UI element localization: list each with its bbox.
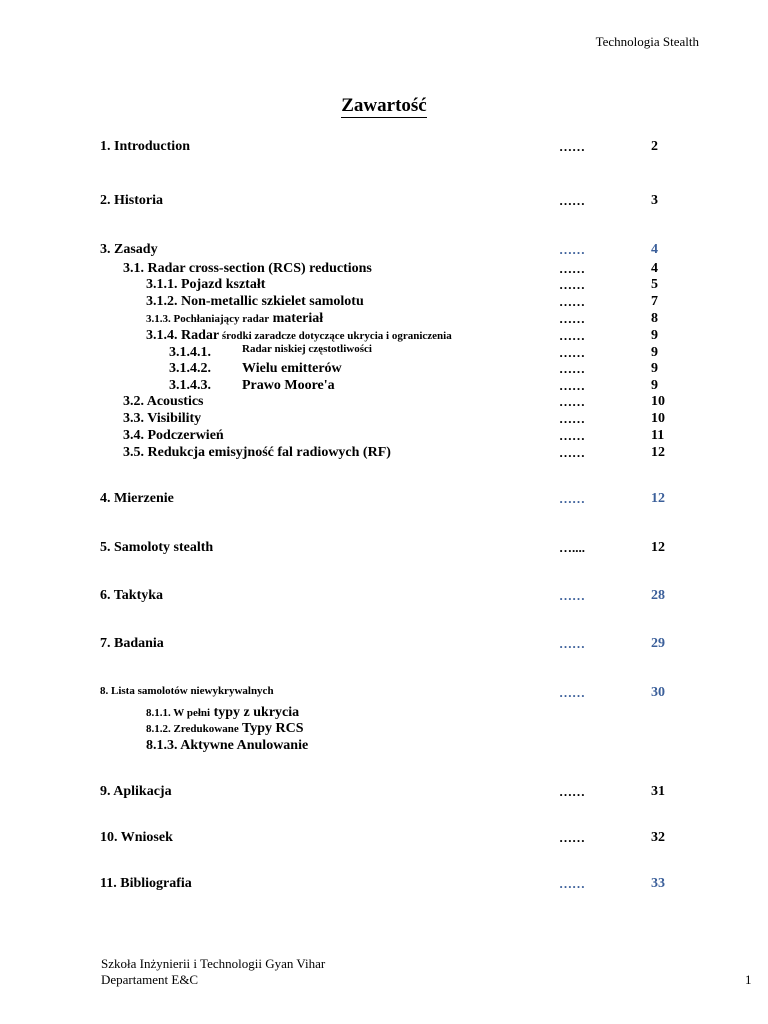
toc-entry[interactable]: 7. Badania …… 29 <box>100 636 665 651</box>
running-header: Technologia Stealth <box>595 34 699 49</box>
page-footer <box>101 956 325 988</box>
toc-entry[interactable]: 3.1.4. Radar środki zaradcze dotyczące ukrycia i ograniczenia …… 9 <box>146 328 658 343</box>
toc-entry[interactable]: 3.4. Podczerwień …… 11 <box>123 428 665 443</box>
toc-entry[interactable]: 8.1.1. W pełni typy z ukrycia <box>146 705 300 720</box>
toc-entry[interactable]: 3. Zasady …… 4 <box>100 242 658 257</box>
toc-entry[interactable]: 1. Introduction …… 2 <box>100 139 658 154</box>
toc-entry[interactable]: 4. Mierzenie …… 12 <box>100 491 665 506</box>
toc-entry[interactable]: 3.3. Visibility …… 10 <box>123 411 665 426</box>
toc-entry[interactable]: 2. Historia …… 3 <box>100 193 658 208</box>
toc-entry[interactable]: 5. Samoloty stealth ….... 12 <box>100 540 665 555</box>
footer-line-department: Departament E&C <box>101 972 199 987</box>
toc-entry[interactable]: 3.5. Redukcja emisyjność fal radiowych (RF) …… 12 <box>123 445 665 460</box>
toc-entry[interactable]: 3.1.4.1. Radar niskiej częstotliwości …… 9 <box>169 343 658 360</box>
toc-entry[interactable]: 6. Taktyka …… 28 <box>100 588 665 603</box>
toc-entry[interactable]: 3.1.4.2. Wielu emitterów …… 9 <box>169 361 658 376</box>
toc-entry[interactable]: 3.1. Radar cross-section (RCS) reductions …… 4 <box>123 261 658 276</box>
page-number: 1 <box>745 972 752 987</box>
toc-entry[interactable]: 8.1.3. Aktywne Anulowanie <box>146 738 309 753</box>
toc-entry[interactable]: 8.1.2. Zredukowane Typy RCS <box>146 721 304 736</box>
toc-entry[interactable]: 3.2. Acoustics …… 10 <box>123 394 665 409</box>
toc-entry[interactable]: 3.1.2. Non-metallic szkielet samolotu …… 7 <box>146 294 658 309</box>
toc-entry[interactable]: 11. Bibliografia …… 33 <box>100 876 665 891</box>
toc-entry[interactable]: 9. Aplikacja …… 31 <box>100 784 665 799</box>
page-title: Zawartość <box>341 95 427 116</box>
toc-entry[interactable]: 3.1.3. Pochłaniający radar materiał …… 8 <box>146 311 658 326</box>
footer-line-school: Szkoła Inżynierii i Technologii Gyan Vihar <box>101 956 326 971</box>
toc-entry[interactable]: 10. Wniosek …… 32 <box>100 830 665 845</box>
toc-entry[interactable]: 8. Lista samolotów niewykrywalnych …… 30 <box>100 685 665 700</box>
toc-entry[interactable]: 3.1.1. Pojazd kształt …… 5 <box>146 277 658 292</box>
toc-entry[interactable]: 3.1.4.3. Prawo Moore'a …… 9 <box>169 378 658 393</box>
